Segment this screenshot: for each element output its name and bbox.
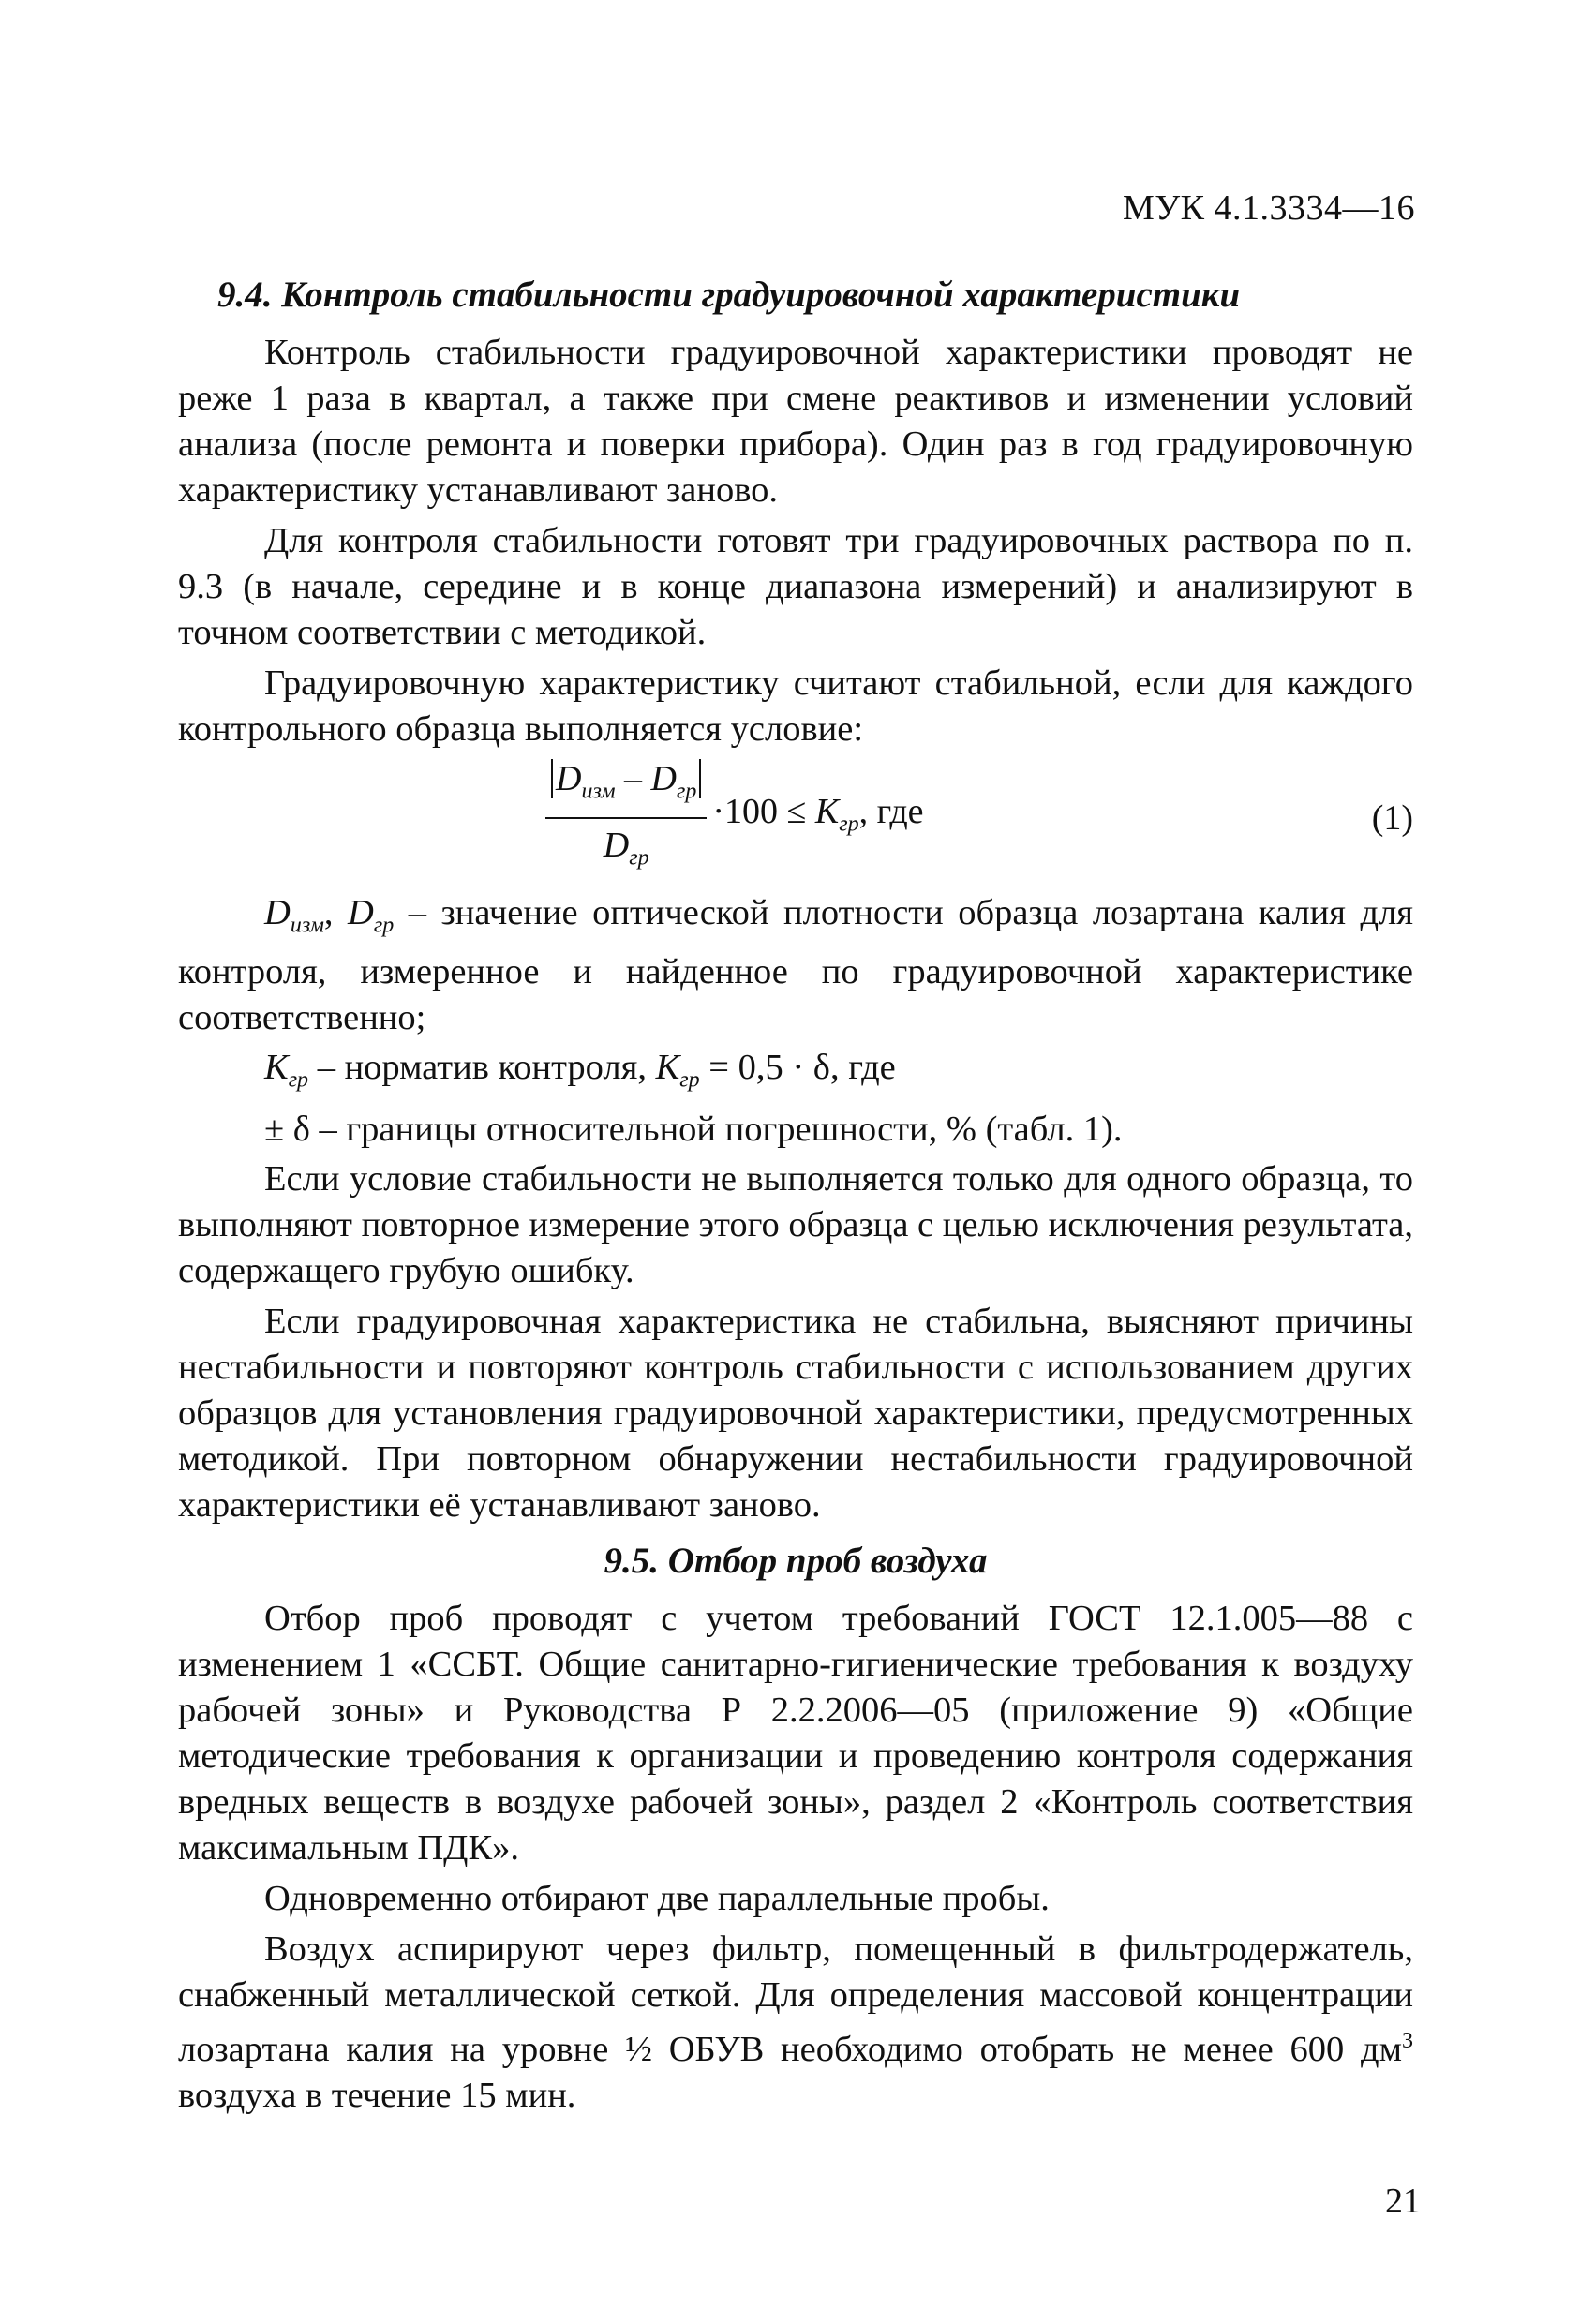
paragraph: Для контроля стабильности готовят три градуировочных раствора по п. 9.3 (в начале, середине и в конце диапазона измерений) и анализируют в точном соответствии с методикой. bbox=[178, 521, 1413, 652]
section-9-4-title: 9.4. Контроль стабильности градуировочной характеристики bbox=[217, 275, 1241, 315]
paragraph: Если градуировочная характеристика не стабильна, выясняют причины нестабильности и повторяют контроль стабильности с использованием других образцов для установления градуировочной характеристики, предусмотренных методикой. При повторном обнаружении нестабильности градуировочной характеристики её устанавливают заново. bbox=[178, 1302, 1413, 1526]
definition-delta: ± δ – границы относительной погрешности, % (табл. 1). bbox=[264, 1110, 1123, 1150]
formula-fraction bbox=[545, 756, 707, 881]
definitions bbox=[178, 890, 1413, 1153]
paragraph: Одновременно отбирают две параллельные пробы. bbox=[264, 1879, 1050, 1919]
paragraph: Контроль стабильности градуировочной характеристики проводят не реже 1 раза в квартал, а также при смене реактивов и изменении условий анализа (после ремонта и поверки прибора). Один раз в год градуировочную характеристику устанавливают заново. bbox=[178, 333, 1413, 510]
equation-number: (1) bbox=[1371, 798, 1413, 838]
paragraph: Отбор проб проводят с учетом требований ГОСТ 12.1.005—88 с изменением 1 «ССБТ. Общие санитарно-гигиенические требования к воздуху рабочей зоны» и Руководства Р 2.2.2006—05 (приложение 9) «Общие методические требования к организации и проведению контроля содержания вредных веществ в воздухе рабочей зоны», раздел 2 «Контроль соответствия максимальным ПДК». bbox=[178, 1599, 1413, 1869]
paragraph: Если условие стабильности не выполняется только для одного образца, то выполняют повторное измерение этого образца с целью исключения результата, содержащего грубую ошибку. bbox=[178, 1159, 1413, 1291]
page-content bbox=[178, 272, 1413, 2123]
formula-rest: $\cdot 100 \le K_{гр}$, где bbox=[712, 792, 924, 837]
minus-sign: – bbox=[615, 758, 651, 798]
formula-block bbox=[178, 760, 1413, 877]
doc-code-header: МУК 4.1.3334—16 bbox=[1122, 188, 1415, 228]
page-number: 21 bbox=[1385, 2182, 1421, 2221]
section-9-5-title: 9.5. Отбор проб воздуха bbox=[604, 1541, 988, 1582]
definition-d: $D_{изм}$, $D_{гр}$ – значение оптической плотности образца лозартана калия для контроля, измеренное и найденное по градуировочной характеристике соответственно; bbox=[178, 893, 1414, 1037]
definition-k: $K_{гр}$ – норматив контроля, $K_{гр} = 0,5 \cdot \delta$, где bbox=[264, 1047, 896, 1093]
paragraph: Воздух аспирируют через фильтр, помещенный в фильтродержатель, снабженный металлической сеткой. Для определения массовой концентрации лозартана калия на уровне ½ ОБУВ необходимо отобрать не менее 600 $дм^3$ воздуха в течение 15 мин. bbox=[178, 1929, 1413, 2116]
abs-value: $D_{изм} - D_{гр}$ bbox=[551, 759, 701, 798]
formula-numerator bbox=[545, 756, 707, 819]
formula-denominator: $D_{гр}$ bbox=[603, 825, 649, 871]
paragraph: Градуировочную характеристику считают стабильной, если для каждого контрольного образца выполняется условие: bbox=[178, 663, 1413, 749]
stability-formula bbox=[545, 760, 924, 877]
